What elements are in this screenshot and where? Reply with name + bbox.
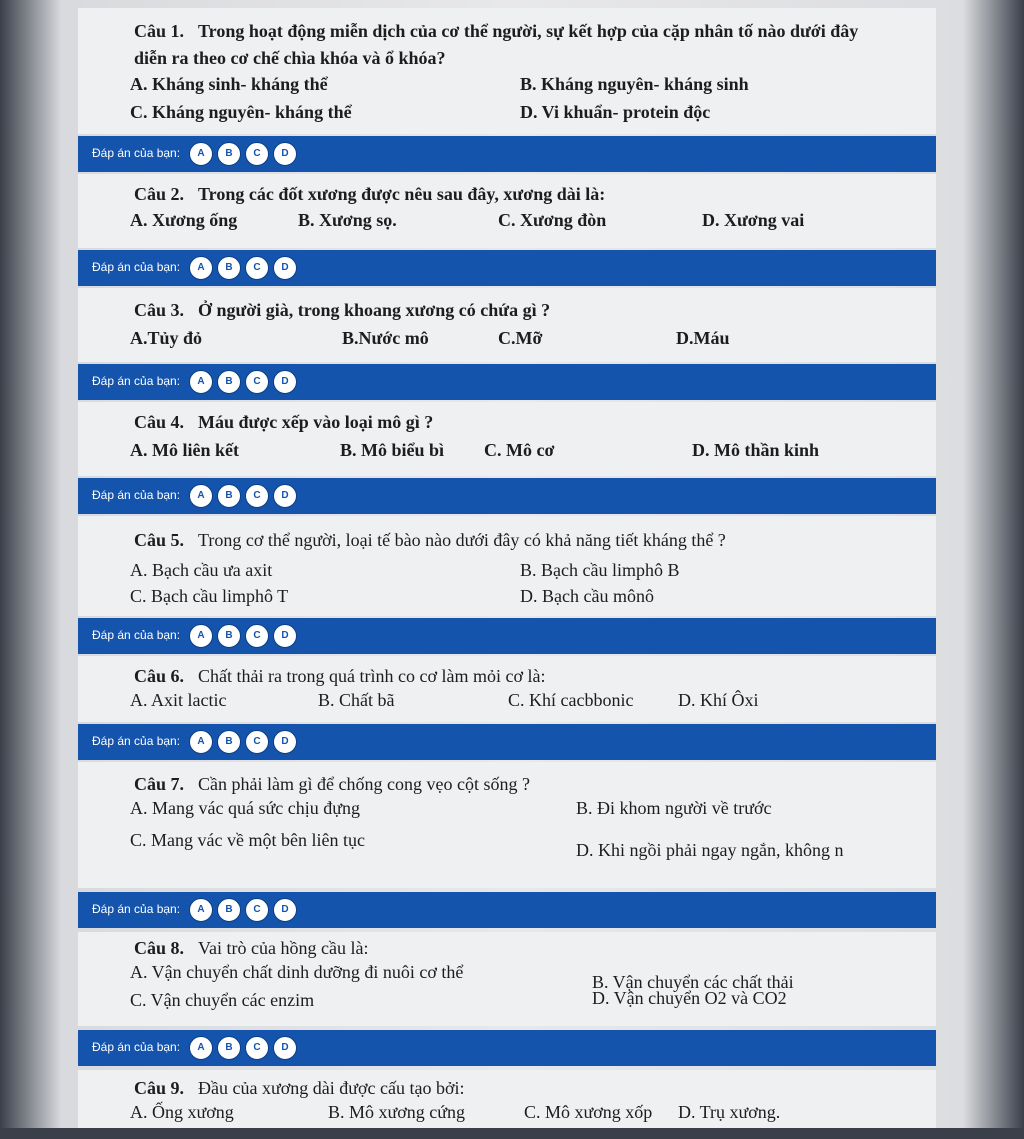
choice-b-button[interactable]: B bbox=[217, 730, 241, 754]
option-d: D. Vi khuẩn- protein độc bbox=[520, 102, 711, 122]
question-8 bbox=[78, 932, 936, 1026]
option-b: B. Mô biểu bì bbox=[340, 440, 445, 460]
option-b: B.Nước mô bbox=[342, 328, 429, 348]
choice-a-button[interactable]: A bbox=[189, 624, 213, 648]
option-a: A. Axit lactic bbox=[130, 690, 227, 710]
option-d: D. Mô thần kinh bbox=[692, 440, 820, 460]
question-6-title bbox=[134, 666, 545, 687]
choice-c-button[interactable]: C bbox=[245, 484, 269, 508]
question-9-title bbox=[134, 1078, 465, 1099]
option-c: C. Bạch cầu limphô T bbox=[130, 586, 289, 606]
option-b: B. Vận chuyển các chất thải bbox=[592, 972, 794, 992]
choice-a-button[interactable]: A bbox=[189, 484, 213, 508]
option-c: C.Mỡ bbox=[498, 328, 543, 348]
choice-b-button[interactable]: B bbox=[217, 898, 241, 922]
question-5-title bbox=[134, 530, 726, 551]
answer-label: Đáp án của bạn: bbox=[92, 628, 181, 642]
answer-bar-3 bbox=[78, 364, 936, 400]
option-a: A. Ống xương bbox=[130, 1102, 234, 1122]
answer-label: Đáp án của bạn: bbox=[92, 734, 181, 748]
question-number: Câu 2. bbox=[134, 184, 185, 204]
question-text: Trong hoạt động miễn dịch của cơ thể người, sự kết hợp của cặp nhân tố nào dưới đây diễn ra theo cơ chế chìa khóa và ổ khóa? bbox=[134, 21, 859, 68]
question-4-title bbox=[134, 412, 433, 433]
choice-b-button[interactable]: B bbox=[217, 142, 241, 166]
answer-label: Đáp án của bạn: bbox=[92, 374, 181, 388]
choice-b-button[interactable]: B bbox=[217, 256, 241, 280]
question-8-title bbox=[134, 938, 368, 959]
question-2 bbox=[78, 174, 936, 248]
option-d: D. Trụ xương. bbox=[678, 1102, 781, 1122]
question-text: Cần phải làm gì để chống cong vẹo cột sống ? bbox=[198, 774, 530, 794]
choice-a-button[interactable]: A bbox=[189, 142, 213, 166]
question-text: Trong cơ thể người, loại tế bào nào dưới đây có khả năng tiết kháng thể ? bbox=[198, 530, 726, 550]
choice-c-button[interactable]: C bbox=[245, 730, 269, 754]
choice-a-button[interactable]: A bbox=[189, 370, 213, 394]
question-7-title bbox=[134, 774, 530, 795]
question-3-title bbox=[134, 300, 550, 321]
answer-bar-5 bbox=[78, 618, 936, 654]
answer-label: Đáp án của bạn: bbox=[92, 146, 181, 160]
option-a: A.Tủy đỏ bbox=[130, 328, 203, 348]
option-d: D. Xương vai bbox=[702, 210, 805, 230]
answer-label: Đáp án của bạn: bbox=[92, 260, 181, 274]
option-a: A. Xương ống bbox=[130, 210, 238, 230]
choice-d-button[interactable]: D bbox=[273, 142, 297, 166]
choice-c-button[interactable]: C bbox=[245, 370, 269, 394]
choice-c-button[interactable]: C bbox=[245, 256, 269, 280]
question-9 bbox=[78, 1070, 936, 1130]
choice-a-button[interactable]: A bbox=[189, 898, 213, 922]
question-number: Câu 7. bbox=[134, 774, 185, 794]
choice-a-button[interactable]: A bbox=[189, 256, 213, 280]
answer-bar-7 bbox=[78, 892, 936, 928]
option-c: C. Khí cacbbonic bbox=[508, 690, 634, 710]
choice-d-button[interactable]: D bbox=[273, 256, 297, 280]
option-d: D.Máu bbox=[676, 328, 730, 348]
option-c: C. Kháng nguyên- kháng thể bbox=[130, 102, 352, 122]
choice-c-button[interactable]: C bbox=[245, 624, 269, 648]
question-number: Câu 4. bbox=[134, 412, 185, 432]
option-d: D. Khí Ôxi bbox=[678, 690, 759, 710]
choice-b-button[interactable]: B bbox=[217, 1036, 241, 1060]
answer-label: Đáp án của bạn: bbox=[92, 1040, 181, 1054]
option-c: C. Vận chuyển các enzim bbox=[130, 990, 315, 1010]
choice-a-button[interactable]: A bbox=[189, 730, 213, 754]
choice-d-button[interactable]: D bbox=[273, 484, 297, 508]
question-6 bbox=[78, 656, 936, 722]
option-a: A. Bạch cầu ưa axit bbox=[130, 560, 273, 580]
choice-c-button[interactable]: C bbox=[245, 1036, 269, 1060]
question-2-title bbox=[134, 184, 605, 205]
question-number: Câu 6. bbox=[134, 666, 185, 686]
screen-bezel bbox=[0, 1128, 1024, 1139]
option-c: C. Mang vác về một bên liên tục bbox=[130, 830, 365, 850]
choice-d-button[interactable]: D bbox=[273, 370, 297, 394]
choice-d-button[interactable]: D bbox=[273, 898, 297, 922]
question-text: Máu được xếp vào loại mô gì ? bbox=[198, 412, 434, 432]
question-4 bbox=[78, 402, 936, 476]
choice-d-button[interactable]: D bbox=[273, 624, 297, 648]
answer-bar-1 bbox=[78, 136, 936, 172]
option-d: D. Khi ngồi phải ngay ngắn, không n bbox=[576, 840, 844, 860]
answer-bar-8 bbox=[78, 1030, 936, 1066]
option-a: A. Mô liên kết bbox=[130, 440, 239, 460]
answer-label: Đáp án của bạn: bbox=[92, 902, 181, 916]
question-text: Vai trò của hồng cầu là: bbox=[198, 938, 369, 958]
option-b: B. Mô xương cứng bbox=[328, 1102, 466, 1122]
option-d: D. Vận chuyển O2 và CO2 bbox=[592, 988, 787, 1008]
option-b: B. Đi khom người về trước bbox=[576, 798, 772, 818]
choice-b-button[interactable]: B bbox=[217, 624, 241, 648]
question-number: Câu 5. bbox=[134, 530, 185, 550]
choice-c-button[interactable]: C bbox=[245, 898, 269, 922]
question-number: Câu 9. bbox=[134, 1078, 185, 1098]
option-a: A. Vận chuyển chất dinh dưỡng đi nuôi cơ thể bbox=[130, 962, 464, 982]
answer-bar-2 bbox=[78, 250, 936, 286]
option-b: B. Bạch cầu limphô B bbox=[520, 560, 680, 580]
question-text: Trong các đốt xương được nêu sau đây, xương dài là: bbox=[198, 184, 606, 204]
question-1 bbox=[78, 8, 936, 134]
choice-d-button[interactable]: D bbox=[273, 1036, 297, 1060]
question-number: Câu 1. bbox=[134, 21, 185, 41]
question-number: Câu 8. bbox=[134, 938, 185, 958]
answer-bar-6 bbox=[78, 724, 936, 760]
option-d: D. Bạch cầu mônô bbox=[520, 586, 654, 606]
option-c: C. Mô xương xốp bbox=[524, 1102, 653, 1122]
question-1-title bbox=[134, 18, 894, 72]
choice-d-button[interactable]: D bbox=[273, 730, 297, 754]
question-text: Ở người già, trong khoang xương có chứa gì ? bbox=[198, 300, 551, 320]
choice-c-button[interactable]: C bbox=[245, 142, 269, 166]
choice-b-button[interactable]: B bbox=[217, 370, 241, 394]
choice-a-button[interactable]: A bbox=[189, 1036, 213, 1060]
answer-bar-4 bbox=[78, 478, 936, 514]
choice-b-button[interactable]: B bbox=[217, 484, 241, 508]
option-a: A. Kháng sinh- kháng thể bbox=[130, 74, 328, 94]
question-text: Đầu của xương dài được cấu tạo bởi: bbox=[198, 1078, 465, 1098]
option-c: C. Mô cơ bbox=[484, 440, 555, 460]
option-a: A. Mang vác quá sức chịu đựng bbox=[130, 798, 360, 818]
option-b: B. Xương sọ. bbox=[298, 210, 397, 230]
question-7 bbox=[78, 762, 936, 888]
question-5 bbox=[78, 516, 936, 616]
question-number: Câu 3. bbox=[134, 300, 185, 320]
option-b: B. Chất bã bbox=[318, 690, 395, 710]
answer-label: Đáp án của bạn: bbox=[92, 488, 181, 502]
question-3 bbox=[78, 288, 936, 362]
option-b: B. Kháng nguyên- kháng sinh bbox=[520, 74, 749, 94]
question-text: Chất thải ra trong quá trình co cơ làm mỏi cơ là: bbox=[198, 666, 546, 686]
option-c: C. Xương đòn bbox=[498, 210, 607, 230]
